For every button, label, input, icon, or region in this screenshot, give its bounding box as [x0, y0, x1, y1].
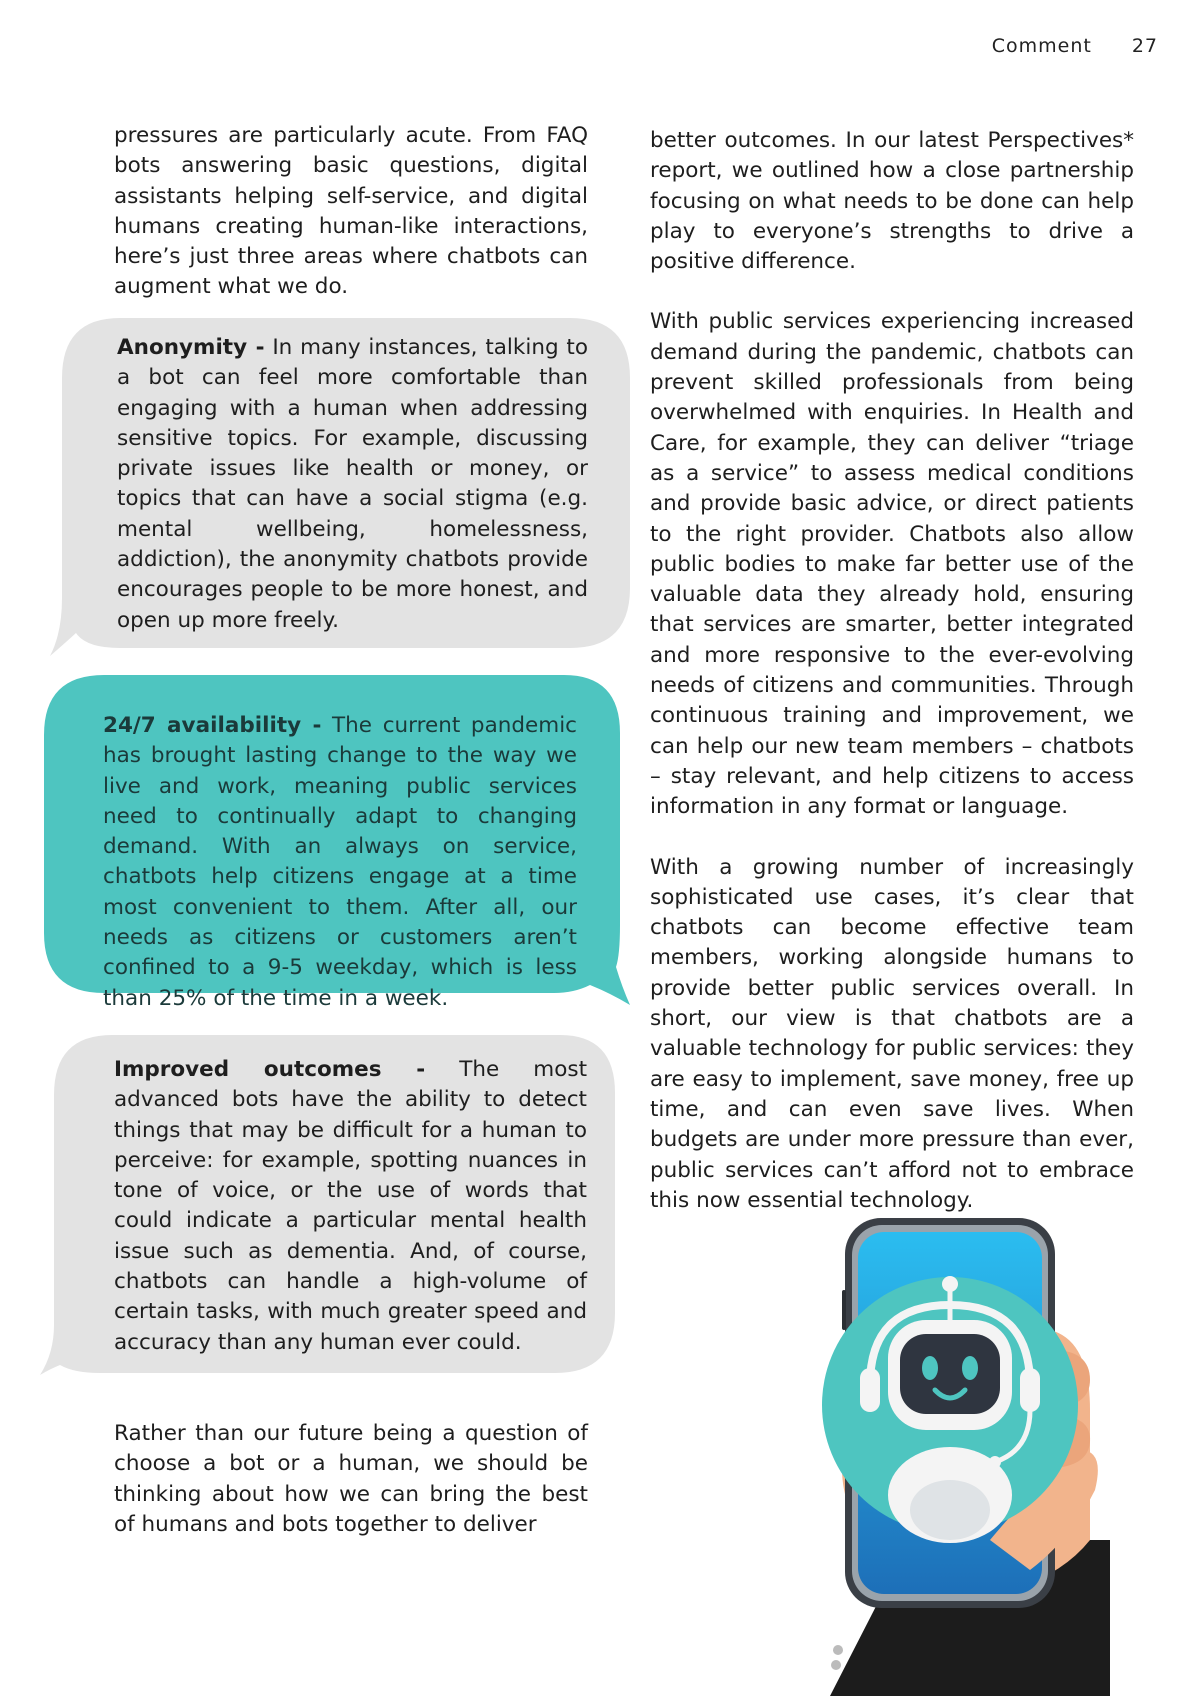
bubble-title: 24/7 availability -: [103, 713, 322, 738]
right-paragraph: better outcomes. In our latest Perspectives* report, we outlined how a close partnership focusing on what needs to be done can help play to everyone’s strengths to drive a positive difference.: [650, 128, 1134, 275]
chatbot-phone-icon: [790, 1210, 1110, 1696]
bubble-title: Anonymity -: [117, 335, 265, 360]
bubble-text: In many instances, talking to a bot can feel more comfortable than engaging with a human when addressing sensitive topics. For example, discussing private issues like health or money, or topics that can have a social stigma (e.g. mental wellbeing, homelessness, addiction), the anonymity chatbots provide encourages people to be more honest, and open up more freely.: [117, 335, 588, 633]
page-number: 27: [1131, 35, 1158, 57]
intro-paragraph: pressures are particularly acute. From FAQ bots answering basic questions, digital assistants helping self-service, and digital humans creating human-like interactions, here’s just three areas where chatbots can augment what we do.: [114, 123, 588, 300]
right-paragraph: With a growing number of increasingly sophisticated use cases, it’s clear that chatbots can become effective team members, working alongside humans to provide better public services overall. In short, our view is that chatbots are a valuable technology for public services: they are easy to implement, save money, free up time, and can even save lives. When budgets are under more pressure than ever, public services can’t afford not to embrace this now essential technology.: [650, 854, 1134, 1213]
right-column: [650, 126, 1134, 1216]
left-outro: [114, 1419, 588, 1540]
availability-bubble: [44, 675, 630, 1010]
left-intro: [114, 121, 588, 303]
bubble-title: Improved outcomes -: [114, 1057, 426, 1082]
right-paragraph: With public services experiencing increased demand during the pandemic, chatbots can prevent skilled professionals from being overwhelmed with enquiries. In Health and Care, for example, they can deliver “triage as a service” to assess medical conditions and provide basic advice, or direct patients to the right provider. Chatbots also allow public bodies to make far better use of the valuable data they already hold, ensuring that services are smarter, better integrated and more responsive to the ever-evolving needs of citizens and communities. Through continuous training and improvement, we can help our new team members – chatbots – stay relevant, and help citizens to access information in any format or language.: [650, 309, 1134, 820]
chatbot-phone-illustration: [790, 1210, 1110, 1696]
bubble-text: The current pandemic has brought lasting change to the way we live and work, meaning public services need to continually adapt to changing demand. With an always on service, chatbots help citizens engage at a time most convenient to them. After all, our needs as citizens or customers aren’t confined to a 9-5 weekday, which is less than 25% of the time in a week.: [103, 713, 577, 1011]
anonymity-bubble: [50, 318, 630, 663]
bubble-text: The most advanced bots have the ability to detect things that may be difficult for a human to perceive: for example, spotting nuances in tone of voice, or the use of words that could indicate a particular mental health issue such as dementia. And, of course, chatbots can handle a high-volume of certain tasks, with much greater speed and accuracy than any human ever could.: [114, 1057, 587, 1355]
section-label: Comment: [991, 35, 1092, 57]
improved-outcomes-bubble: [40, 1035, 620, 1380]
outro-paragraph: Rather than our future being a question of choose a bot or a human, we should be thinking about how we can bring the best of humans and bots together to deliver: [114, 1421, 588, 1537]
page-header: [992, 35, 1158, 57]
